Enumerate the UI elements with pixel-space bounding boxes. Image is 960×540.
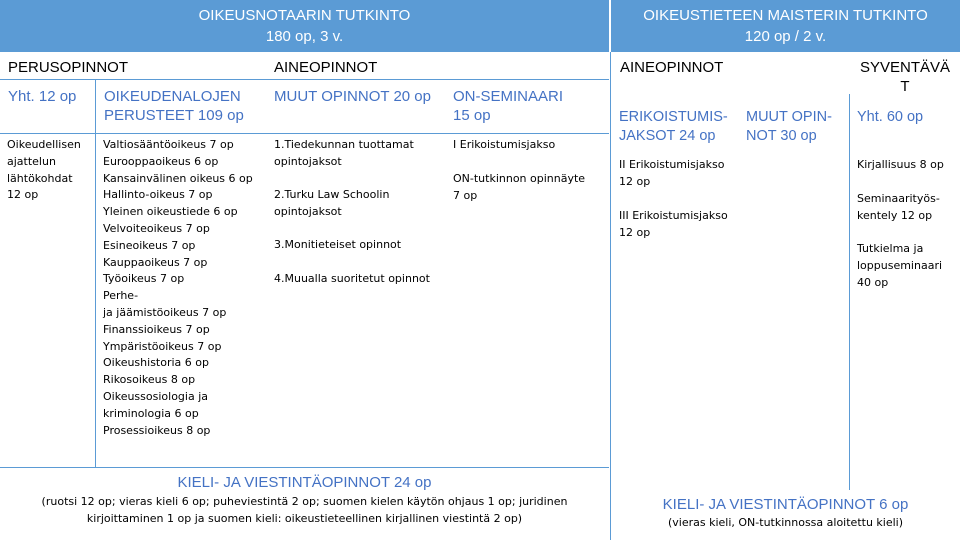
list-item: Eurooppaoikeus 6 op (103, 154, 219, 168)
muut-item-2: 2.Turku Law Schoolin opintojaksot (274, 188, 390, 218)
on-seminaari-title: ON-SEMINAARI 15 op (453, 88, 564, 124)
left-kieli-desc: (ruotsi 12 op; vieras kieli 6 op; puheviestintä 2 op; suomen kielen käytön ohjaus 1 op; juridinen kirjoittaminen 1 op ja suomen kieli: oikeustieteellinen kirjallinen viestintä 2 op) (41, 495, 568, 525)
list-item: kriminologia 6 op (103, 406, 199, 420)
list-item: Rikosoikeus 8 op (103, 373, 196, 387)
list-item: Ympäristöoikeus 7 op (103, 339, 222, 353)
list-item: Työoikeus 7 op (103, 272, 185, 286)
syventavat-item-2: Seminaarityös- kentely 12 op (857, 192, 940, 222)
perusteet-title: OIKEUDENALOJEN PERUSTEET 109 op (104, 88, 244, 124)
divider-col-right (849, 94, 850, 490)
left-kieli-title: KIELI- JA VIESTINTÄOPINNOT 24 op (177, 474, 432, 491)
on-item-1: I Erikoistumisjakso (453, 138, 556, 151)
list-item: Finanssioikeus 7 op (103, 322, 210, 336)
list-item: Velvoiteoikeus 7 op (103, 221, 210, 235)
divider-row (0, 133, 609, 134)
list-item: Hallinto-oikeus 7 op (103, 188, 213, 202)
on-item-2: ON-tutkinnon opinnäyte 7 op (453, 172, 586, 202)
left-header (0, 0, 609, 52)
divider-center (610, 52, 611, 540)
perusopinnot-total: Yht. 12 op (8, 88, 77, 105)
list-item: Oikeussosiologia ja (103, 389, 208, 403)
list-item: Yleinen oikeustiede 6 op (103, 205, 238, 219)
list-item: Prosessioikeus 8 op (103, 423, 211, 437)
perusteet-list (103, 137, 271, 439)
divider-top (0, 79, 609, 80)
syventavat-item-3: Tutkielma ja loppuseminaari 40 op (857, 242, 943, 289)
erikoistumisjaksot-title: ERIKOISTUMIS- JAKSOT 24 op (619, 109, 728, 144)
aineopinnot-heading: AINEOPINNOT (274, 59, 378, 76)
syventavat-heading: SYVENTÄVÄ T (859, 59, 951, 95)
right-aineopinnot-heading: AINEOPINNOT (620, 59, 724, 76)
list-item: Oikeushistoria 6 op (103, 356, 209, 370)
muut-item-1: 1.Tiedekunnan tuottamat opintojaksot (274, 138, 414, 168)
right-header-subtitle: 120 op / 2 v. (744, 28, 827, 45)
muut-item-4: 4.Muualla suoritetut opinnot (274, 272, 430, 285)
muut-item-3: 3.Monitieteiset opinnot (274, 238, 402, 251)
erikoistumis-item-3: III Erikoistumisjakso 12 op (619, 209, 728, 239)
list-item: Perhe- (103, 289, 139, 303)
left-header-subtitle: 180 op, 3 v. (265, 28, 344, 45)
list-item: Valtiosääntöoikeus 7 op (103, 138, 234, 151)
list-item: ja jäämistöoikeus 7 op (103, 305, 227, 319)
right-kieli-desc: (vieras kieli, ON-tutkinnossa aloitettu kieli) (667, 516, 904, 529)
syventavat-total: Yht. 60 op (857, 109, 924, 125)
syventavat-item-1: Kirjallisuus 8 op (857, 158, 944, 171)
right-header (611, 0, 960, 52)
right-muut-opinnot-title: MUUT OPIN- NOT 30 op (746, 109, 832, 144)
muut-opinnot-title: MUUT OPINNOT 20 op (274, 88, 431, 105)
perusopinnot-course: Oikeudellisen ajattelun lähtökohdat 12 op (7, 138, 81, 202)
perusopinnot-heading: PERUSOPINNOT (8, 59, 129, 76)
list-item: Kansainvälinen oikeus 6 op (103, 171, 253, 185)
divider-bottom (0, 467, 609, 468)
erikoistumis-item-2: II Erikoistumisjakso 12 op (619, 158, 725, 188)
divider-col-1 (95, 79, 96, 468)
list-item: Kauppaoikeus 7 op (103, 255, 208, 269)
right-kieli-title: KIELI- JA VIESTINTÄOPINNOT 6 op (662, 496, 909, 513)
left-header-title: OIKEUSNOTAARIN TUTKINTO (198, 7, 411, 24)
list-item: Esineoikeus 7 op (103, 238, 196, 252)
right-header-title: OIKEUSTIETEEN MAISTERIN TUTKINTO (643, 7, 928, 24)
